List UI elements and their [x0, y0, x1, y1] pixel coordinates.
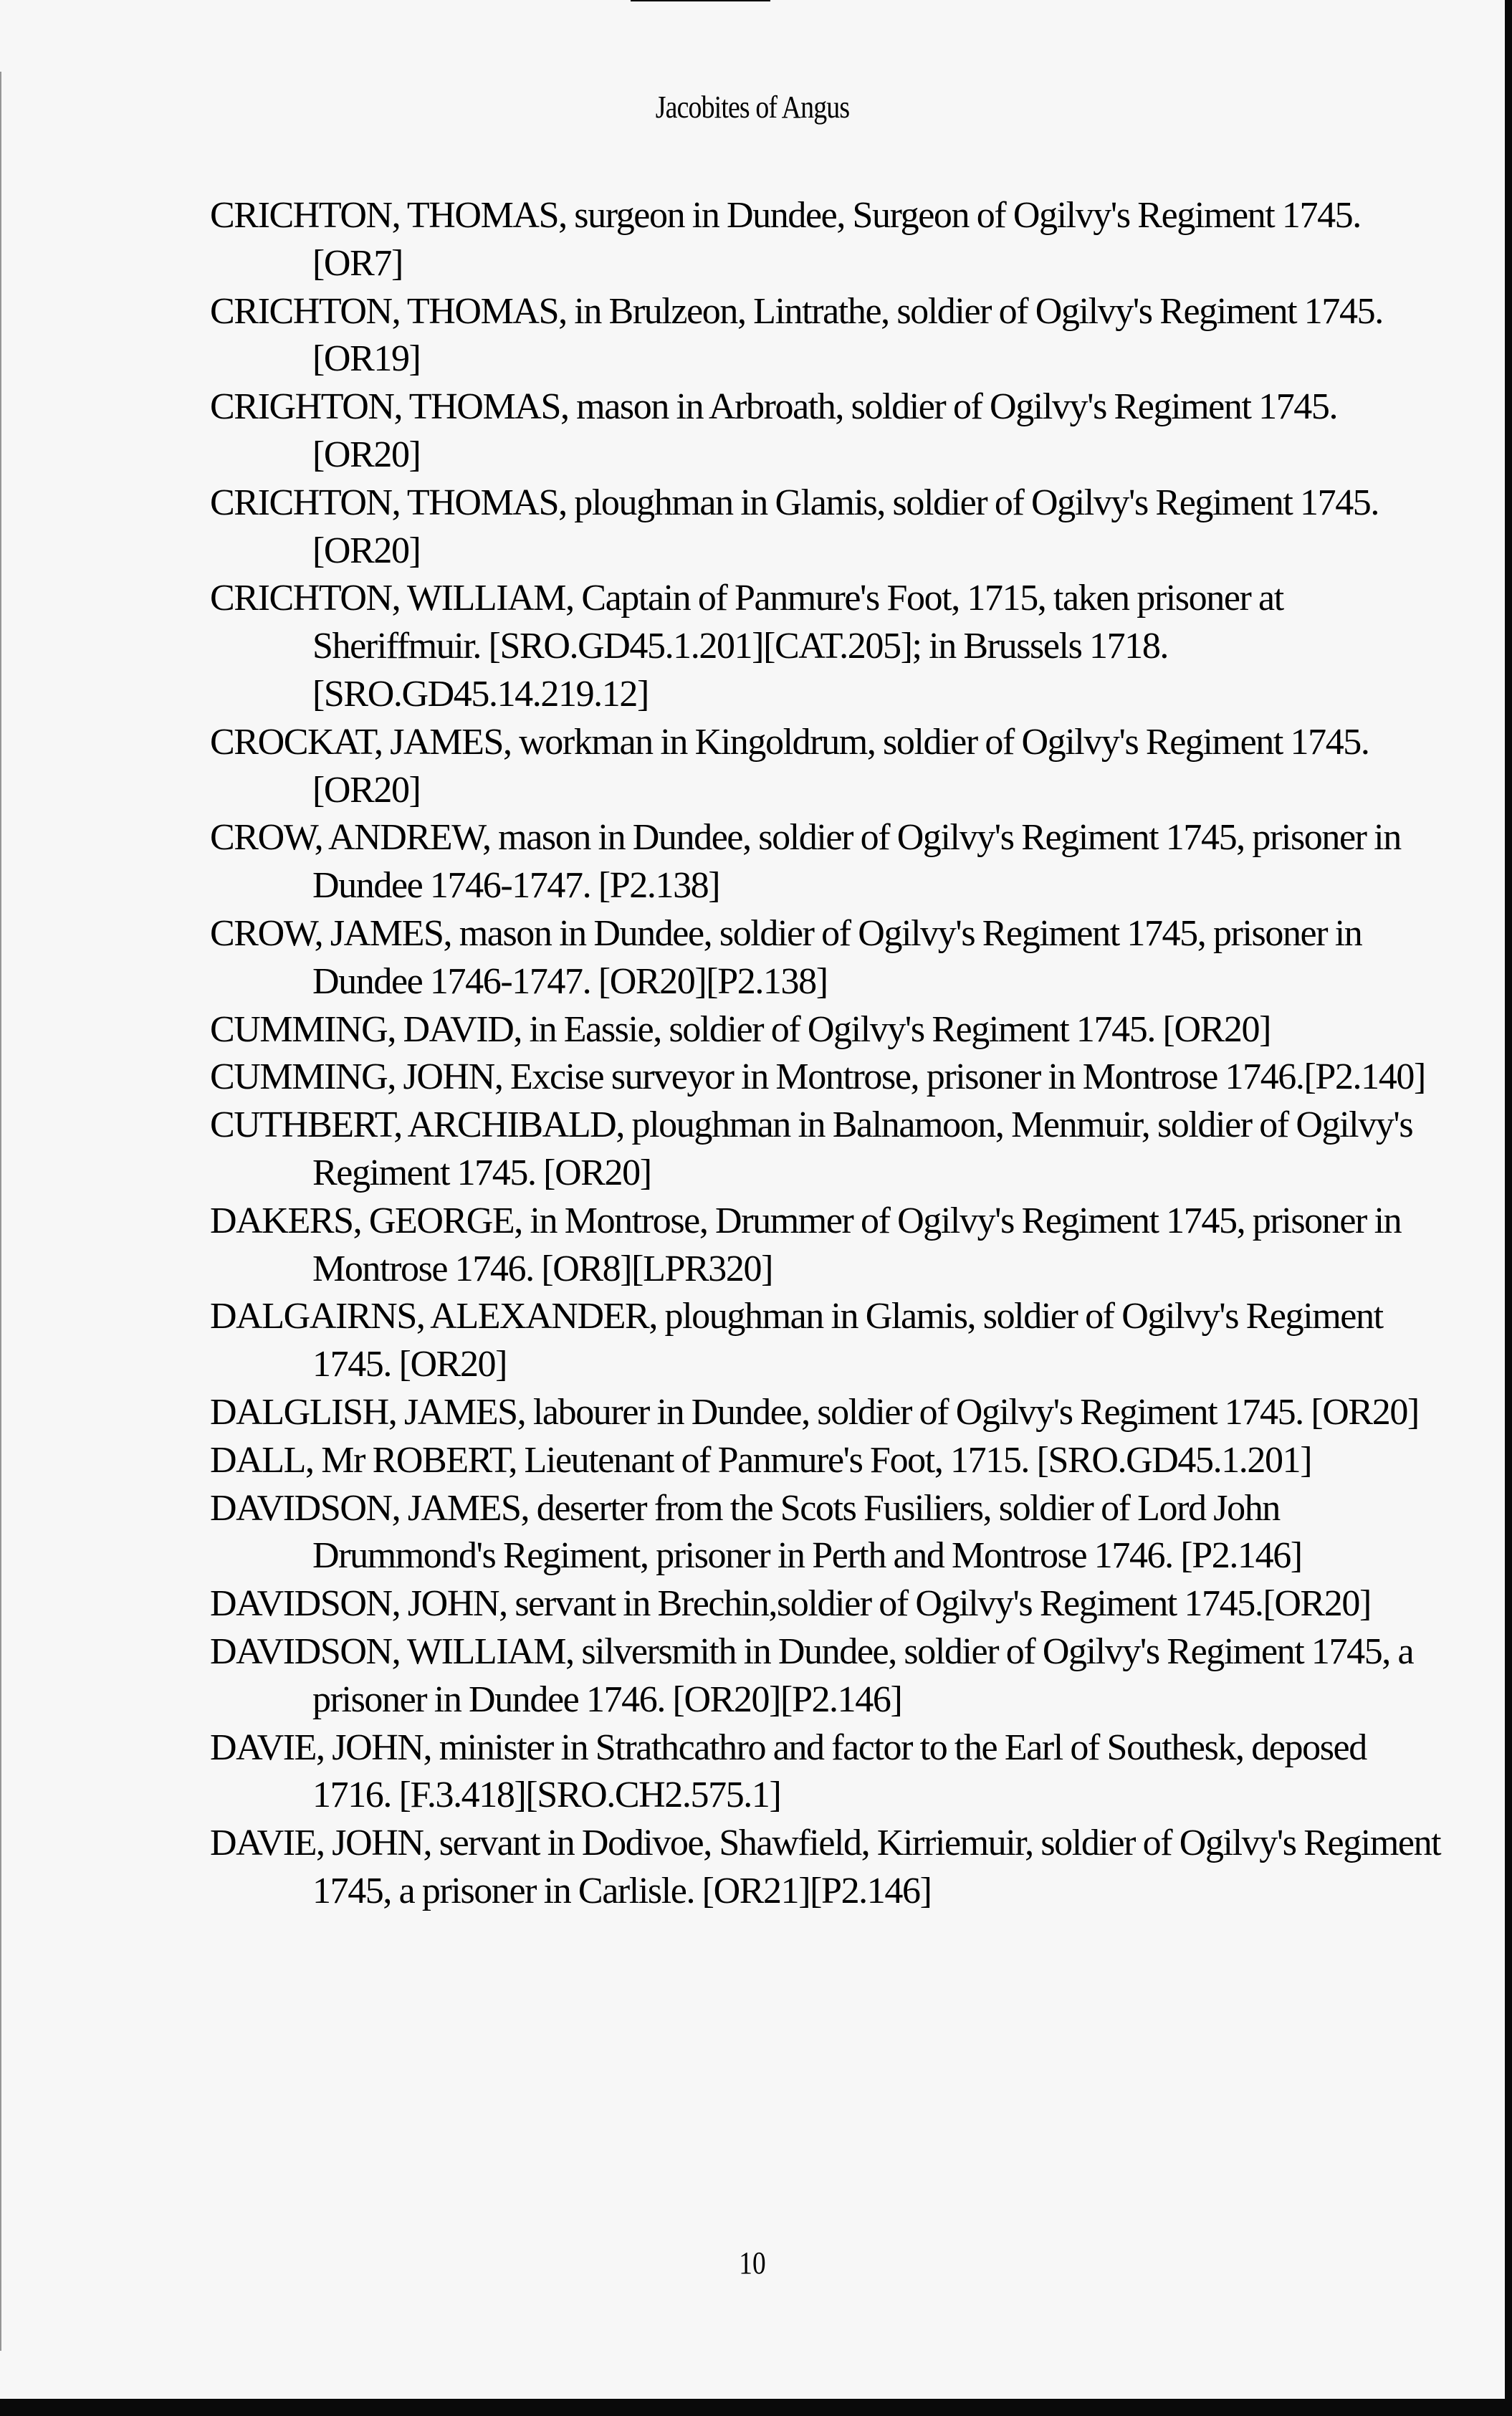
- scan-left-edge: [0, 72, 1, 2351]
- entry: DALGAIRNS, ALEXANDER, ploughman in Glamis, soldier of Ogilvy's Regiment 1745. [OR20]: [210, 1296, 1383, 1385]
- entry: CROW, JAMES, mason in Dundee, soldier of Ogilvy's Regiment 1745, prisoner in Dundee 1746-1747. [OR20][P2.138]: [210, 912, 1362, 1002]
- entry-list: [210, 192, 1442, 1916]
- entry: CROCKAT, JAMES, workman in Kingoldrum, soldier of Ogilvy's Regiment 1745.[OR20]: [210, 721, 1369, 811]
- page-number: 10: [739, 2245, 766, 2281]
- running-header: Jacobites of Angus: [655, 90, 850, 125]
- scan-top-rule: [631, 0, 770, 1]
- entry: CUTHBERT, ARCHIBALD, ploughman in Balnamoon, Menmuir, soldier of Ogilvy's Regiment 1745. [OR20]: [210, 1104, 1413, 1193]
- entry: DAKERS, GEORGE, in Montrose, Drummer of Ogilvy's Regiment 1745, prisoner in Montrose 1746. [OR8][LPR320]: [210, 1200, 1402, 1289]
- entry: CUMMING, JOHN, Excise surveyor in Montrose, prisoner in Montrose 1746.[P2.140]: [210, 1056, 1425, 1098]
- entry: CUMMING, DAVID, in Eassie, soldier of Ogilvy's Regiment 1745. [OR20]: [210, 1008, 1271, 1050]
- entry: CRICHTON, THOMAS, in Brulzeon, Lintrathe, soldier of Ogilvy's Regiment 1745. [OR19]: [210, 290, 1383, 380]
- entry: DALL, Mr ROBERT, Lieutenant of Panmure's Foot, 1715. [SRO.GD45.1.201]: [210, 1439, 1312, 1481]
- entry: DAVIDSON, JAMES, deserter from the Scots Fusiliers, soldier of Lord John Drummond's Regiment, prisoner in Perth and Montrose 1746. [P2.146]: [210, 1487, 1302, 1577]
- entry: CRIGHTON, THOMAS, mason in Arbroath, soldier of Ogilvy's Regiment 1745.[OR20]: [210, 386, 1338, 475]
- entry: DAVIDSON, JOHN, servant in Brechin,soldier of Ogilvy's Regiment 1745.[OR20]: [210, 1583, 1371, 1625]
- entry: CRICHTON, THOMAS, surgeon in Dundee, Surgeon of Ogilvy's Regiment 1745. [OR7]: [210, 195, 1361, 284]
- entry: DAVIE, JOHN, minister in Strathcathro and factor to the Earl of Southesk, deposed 1716. [F.3.418][SRO.CH2.575.1]: [210, 1727, 1367, 1816]
- entry: CRICHTON, THOMAS, ploughman in Glamis, soldier of Ogilvy's Regiment 1745.[OR20]: [210, 482, 1379, 571]
- entry: CROW, ANDREW, mason in Dundee, soldier of Ogilvy's Regiment 1745, prisoner in Dundee 1746-1747. [P2.138]: [210, 817, 1401, 907]
- entry: DALGLISH, JAMES, labourer in Dundee, soldier of Ogilvy's Regiment 1745. [OR20]: [210, 1391, 1419, 1433]
- entry: DAVIDSON, WILLIAM, silversmith in Dundee, soldier of Ogilvy's Regiment 1745, a prisoner in Dundee 1746. [OR20][P2.146]: [210, 1630, 1414, 1720]
- entry: DAVIE, JOHN, servant in Dodivoe, Shawfield, Kirriemuir, soldier of Ogilvy's Regiment 1745, a prisoner in Carlisle. [OR21][P2.146]: [210, 1823, 1441, 1911]
- entry: CRICHTON, WILLIAM, Captain of Panmure's Foot, 1715, taken prisoner at Sheriffmuir. [SRO.GD45.1.201][CAT.205]; in Brussels 1718. [SRO.GD45.14.219.12]: [210, 578, 1283, 715]
